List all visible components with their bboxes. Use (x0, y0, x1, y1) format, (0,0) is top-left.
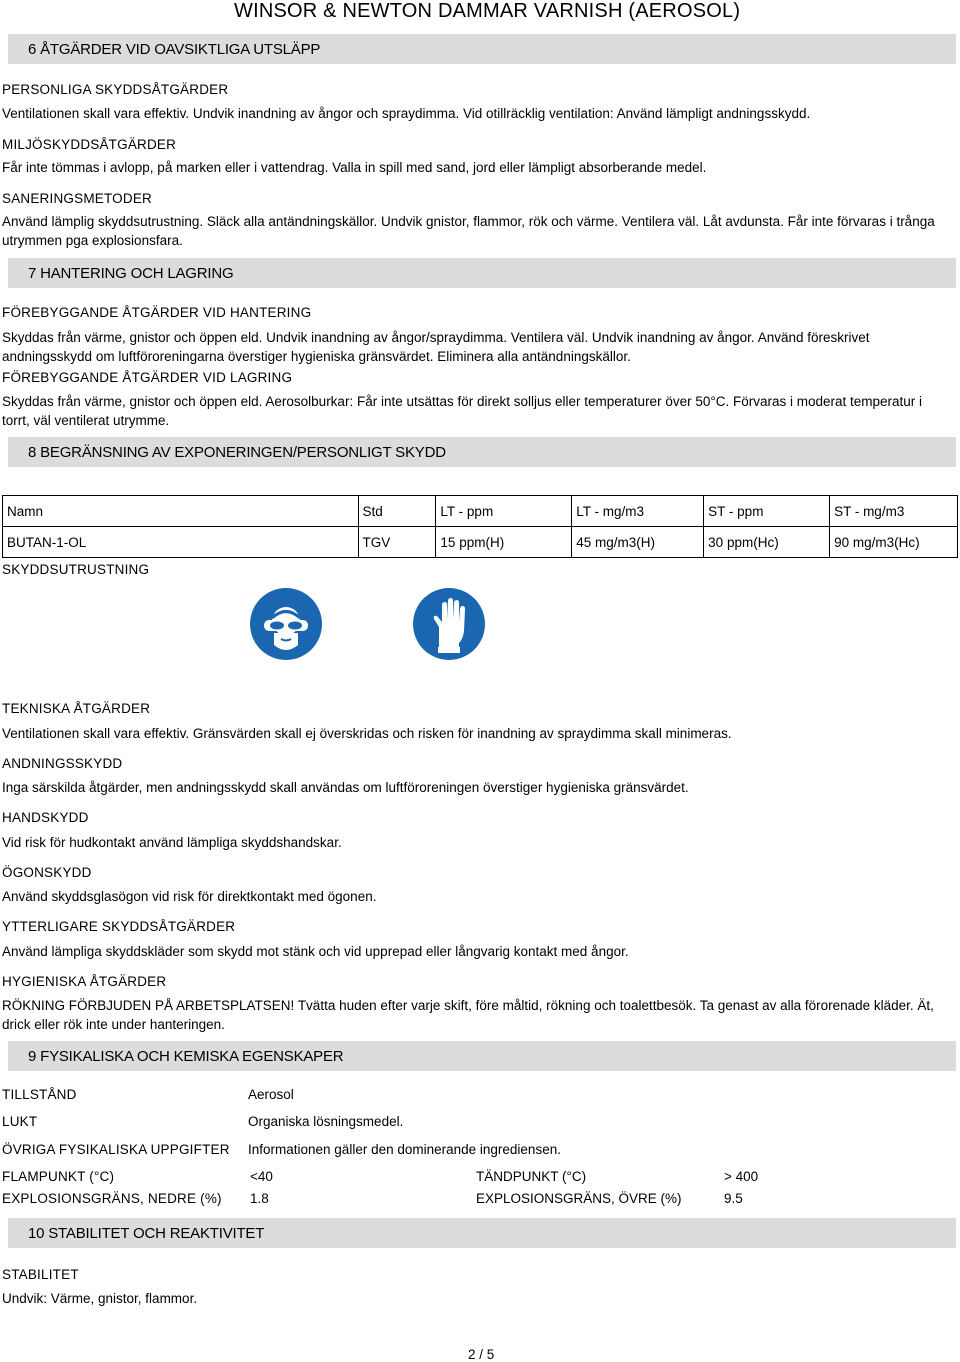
table-header-cell: ST - ppm (704, 496, 830, 527)
personal-precautions-text: Ventilationen skall vara effektiv. Undvik inandning av ångor och spraydimma. Vid otillräcklig ventilation: Använd lämpligt andningsskydd. (2, 106, 811, 121)
environmental-precautions-heading: MILJÖSKYDDSÅTGÄRDER (2, 137, 177, 152)
table-cell: 90 mg/m3(Hc) (830, 527, 958, 558)
stability-heading: STABILITET (2, 1267, 79, 1282)
other-protection-heading: YTTERLIGARE SKYDDSÅTGÄRDER (2, 919, 236, 934)
state-value: Aerosol (248, 1087, 294, 1102)
ignition-point-label: TÄNDPUNKT (°C) (476, 1169, 587, 1184)
page-number: 2 / 5 (468, 1347, 495, 1362)
section-10-header (8, 1218, 956, 1248)
section-10-title: 10 STABILITET OCH REAKTIVITET (28, 1225, 265, 1242)
table-header-cell: ST - mg/m3 (830, 496, 958, 527)
eye-protection-heading: ÖGONSKYDD (2, 865, 92, 880)
section-7-header (8, 258, 956, 288)
odour-label: LUKT (2, 1114, 38, 1129)
table-header-row (3, 496, 958, 527)
lower-explosion-limit-value: 1.8 (250, 1191, 269, 1206)
section-9-title: 9 FYSIKALISKA OCH KEMISKA EGENSKAPER (28, 1048, 344, 1065)
table-cell: 45 mg/m3(H) (572, 527, 704, 558)
cleanup-methods-heading: SANERINGSMETODER (2, 191, 152, 206)
table-header-cell: LT - mg/m3 (572, 496, 704, 527)
protective-gloves-icon (412, 587, 486, 661)
stability-text: Undvik: Värme, gnistor, flammor. (2, 1291, 198, 1306)
section-6-header (8, 34, 956, 64)
table-cell: TGV (358, 527, 436, 558)
table-cell: BUTAN-1-OL (3, 527, 359, 558)
table-header-cell: LT - ppm (436, 496, 572, 527)
section-9-header (8, 1041, 956, 1071)
respiratory-protection-text: Inga särskilda åtgärder, men andningsskydd skall användas om luftföroreningen överstiger hygieniska gränsvärdet. (2, 780, 689, 795)
eye-protection-text: Använd skyddsglasögon vid risk för direktkontakt med ögonen. (2, 889, 377, 904)
flash-point-value: <40 (250, 1169, 273, 1184)
protective-equipment-heading: SKYDDSUTRUSTNING (2, 562, 150, 577)
handling-precautions-heading: FÖREBYGGANDE ÅTGÄRDER VID HANTERING (2, 305, 312, 320)
table-cell: 15 ppm(H) (436, 527, 572, 558)
table-header-cell: Namn (3, 496, 359, 527)
environmental-precautions-text: Får inte tömmas i avlopp, på marken eller i vattendrag. Valla in spill med sand, jord eller lämpligt absorberande medel. (2, 160, 707, 175)
section-8-title: 8 BEGRÄNSNING AV EXPONERINGEN/PERSONLIGT SKYDD (28, 444, 446, 461)
document-title: WINSOR & NEWTON DAMMAR VARNISH (AEROSOL) (234, 0, 741, 22)
odour-value: Organiska lösningsmedel. (248, 1114, 404, 1129)
section-8-header (8, 437, 956, 467)
hand-protection-text: Vid risk för hudkontakt använd lämpliga skyddshandskar. (2, 835, 342, 850)
lower-explosion-limit-label: EXPLOSIONSGRÄNS, NEDRE (%) (2, 1191, 222, 1206)
table-cell: 30 ppm(Hc) (704, 527, 830, 558)
hygiene-measures-heading: HYGIENISKA ÅTGÄRDER (2, 974, 167, 989)
upper-explosion-limit-value: 9.5 (724, 1191, 743, 1206)
section-6-title: 6 ÅTGÄRDER VID OAVSIKTLIGA UTSLÄPP (28, 41, 321, 58)
other-protection-text: Använd lämpliga skyddskläder som skydd mot stänk och vid upprepad eller långvarig kontakt med ångor. (2, 944, 629, 959)
state-label: TILLSTÅND (2, 1087, 77, 1102)
table-row (3, 527, 958, 558)
hygiene-measures-text: RÖKNING FÖRBJUDEN PÅ ARBETSPLATSEN! Tvätta huden efter varje skift, före måltid, rökning och toalettbesök. Ta genast av alla förorenade kläder. Ät, drick eller rök inte under hanteringen. (2, 998, 934, 1032)
handling-precautions-text: Skyddas från värme, gnistor och öppen eld. Undvik inandning av ångor/spraydimma. Ventilera väl. Undvik inandning av ångor. Använd föreskrivet andningsskydd om luftföroreningarna överstiger hygieniska gränsvärdet. Eliminera alla antändningskällor. (2, 330, 870, 364)
respiratory-protection-heading: ANDNINGSSKYDD (2, 756, 123, 771)
technical-measures-text: Ventilationen skall vara effektiv. Gränsvärden skall ej överskridas och risken för inandning av spraydimma skall minimeras. (2, 726, 732, 741)
safety-goggles-icon (249, 587, 323, 661)
other-physical-label: ÖVRIGA FYSIKALISKA UPPGIFTER (2, 1142, 230, 1157)
hand-protection-heading: HANDSKYDD (2, 810, 89, 825)
flash-point-label: FLAMPUNKT (°C) (2, 1169, 115, 1184)
upper-explosion-limit-label: EXPLOSIONSGRÄNS, ÖVRE (%) (476, 1191, 682, 1206)
exposure-limits-table (2, 495, 958, 558)
technical-measures-heading: TEKNISKA ÅTGÄRDER (2, 701, 151, 716)
personal-precautions-heading: PERSONLIGA SKYDDSÅTGÄRDER (2, 82, 229, 97)
storage-precautions-text: Skyddas från värme, gnistor och öppen eld. Aerosolburkar: Får inte utsättas för direkt solljus eller temperaturer över 50°C. Förvaras i moderat temperatur i torrt, väl ventilerat utrymme. (2, 394, 923, 428)
cleanup-methods-text: Använd lämplig skyddsutrustning. Släck alla antändningskällor. Undvik gnistor, flammor, rök och värme. Ventilera väl. Låt avdunsta. Får inte förvaras i trånga utrymmen pga explosionsfara. (2, 214, 935, 248)
section-7-title: 7 HANTERING OCH LAGRING (28, 265, 234, 282)
other-physical-value: Informationen gäller den dominerande ingrediensen. (248, 1142, 561, 1157)
storage-precautions-heading: FÖREBYGGANDE ÅTGÄRDER VID LAGRING (2, 370, 293, 385)
table-header-cell: Std (358, 496, 436, 527)
ignition-point-value: > 400 (724, 1169, 759, 1184)
